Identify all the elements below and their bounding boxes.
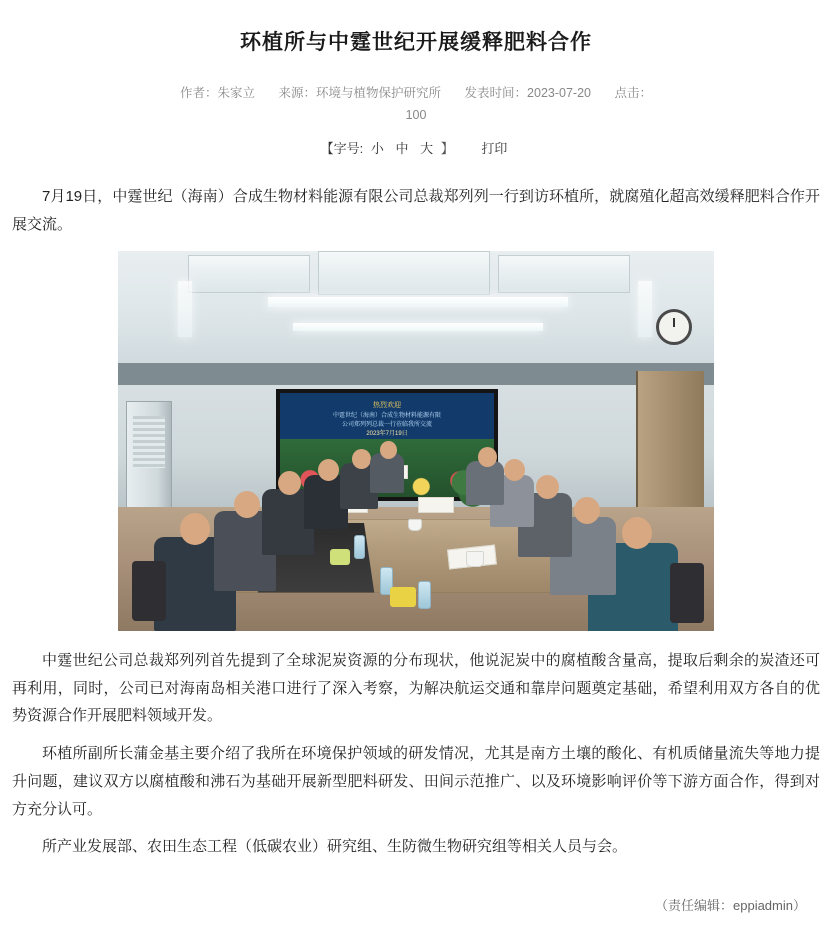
photo-participant-head [478,447,497,467]
article-page [0,28,832,914]
photo-participant-head [622,517,652,549]
photo-participant-head [278,471,301,495]
meta-date-label: 发表时间： [464,86,528,101]
meta-date [465,86,595,100]
page-title: 环植所与中霆世纪开展缓释肥料合作 [240,31,592,54]
fontsize-small-button[interactable]: 小 [370,141,384,157]
screen-text-line3: 公司郑列列总裁一行莅临我所交流 [341,422,432,429]
article-figure [12,251,820,631]
photo-teacup [408,519,422,531]
screen-text-line2: 中霆世纪（海南）合成生物材料能源有限 [332,412,441,419]
photo-ceiling-light [268,297,568,307]
photo-participant-head [318,459,339,481]
photo-wall-band [118,363,714,385]
photo-participant-head [380,441,397,459]
photo-teacup [466,551,484,567]
article-body [12,183,820,861]
meta-hits-value: 100 [405,108,427,123]
meta-source [279,86,445,100]
meta-author [180,86,259,100]
article-paragraph: 7月19日，中霆世纪（海南）合成生物材料能源有限公司总裁郑列列一行到访环植所，就腐殖化超高效缓释肥料合作开展交流。 [12,188,820,234]
wall-clock-icon [656,309,692,345]
photo-participant [466,461,504,505]
article-paragraph: 环植所副所长蒲金基主要介绍了我所在环境保护领域的研发情况，尤其是南方土壤的酸化、有机质储量流失等地力提升问题，建议双方以腐植酸和沸石为基础开展新型肥料研发、田间示范推广、以及环境影响评价等下游方面合作，得到对方充分认可。 [12,745,820,818]
fontsize-bracket-close: 】 [440,141,454,157]
article-paragraph: 中霆世纪公司总裁郑列列首先提到了全球泥炭资源的分布现状，他说泥炭中的腐植酸含量高，提取后剩余的炭渣还可再利用，同时，公司已对海南岛相关港口进行了深入考察，为解决航运交通和靠岸问题奠定基础，希望利用双方各自的优势资源合作开展肥料领域开发。 [12,651,820,725]
print-button[interactable]: 打印 [481,141,508,157]
screen-text-line4: 2023年7月19日 [366,431,408,438]
fontsize-medium-button[interactable]: 中 [395,141,409,157]
meta-source-label: 来源： [278,86,317,101]
photo-chair [670,563,704,623]
article-tools [12,138,820,157]
photo-ceiling-panel [188,255,310,293]
meta-hits [614,86,652,100]
fontsize-label: 【字号: [320,141,364,157]
meta-author-value: 朱家立 [217,86,256,101]
photo-participant-head [234,491,260,518]
article-meta [12,81,820,106]
meta-source-value: 环境与植物保护研究所 [316,86,442,101]
editor-note: （责任编辑：eppiadmin） [655,898,806,914]
photo-green-bag [330,549,350,565]
article-paragraph: 所产业发展部、农田生态工程（低碳农业）研究组、生防微生物研究组等相关人员与会。 [42,838,628,856]
photo-water-bottle [354,535,365,559]
fontsize-large-button[interactable]: 大 [420,141,434,157]
photo-ceiling-light [178,281,192,337]
photo-document [418,497,454,513]
photo-participant-head [536,475,559,499]
meeting-photo [118,251,714,631]
photo-ceiling-panel [498,255,630,293]
meta-author-label: 作者： [180,86,218,101]
photo-chair [132,561,166,621]
photo-ceiling-light [293,323,543,331]
screen-text-line1: 热烈欢迎 [373,401,401,409]
photo-ceiling-light [638,281,652,337]
photo-yellow-bag [390,587,416,607]
photo-participant-head [504,459,525,481]
meta-date-value: 2023-07-20 [527,86,591,101]
photo-participant-head [352,449,371,469]
photo-water-bottle [418,581,431,609]
photo-participant-head [574,497,600,524]
meta-hits-label: 点击： [614,86,652,101]
screen-text-block [280,401,494,440]
photo-participant [370,453,404,493]
photo-ceiling-panel [318,251,490,295]
photo-participant-head [180,513,210,545]
